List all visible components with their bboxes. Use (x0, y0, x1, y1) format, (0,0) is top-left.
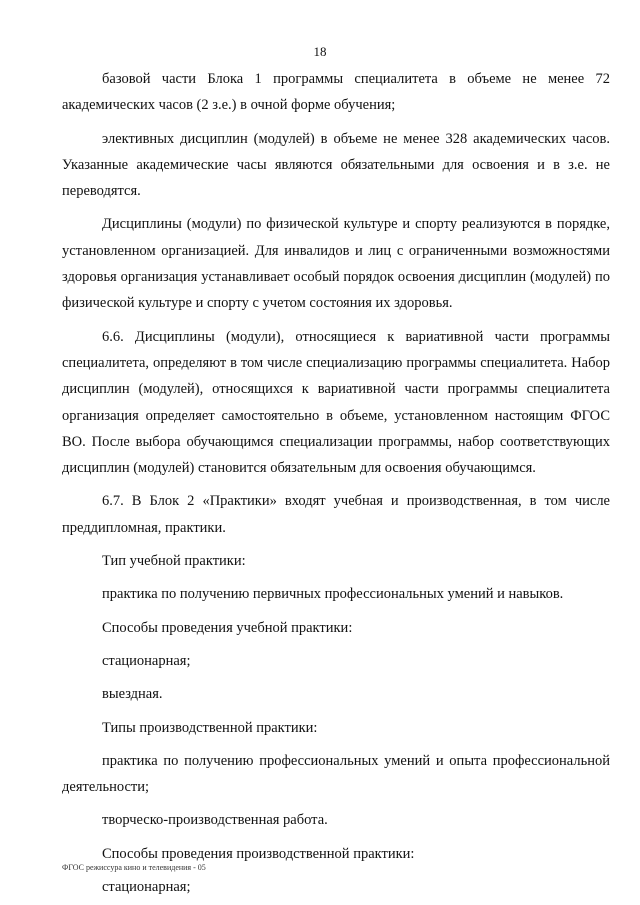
document-body (62, 66, 610, 900)
paragraph: стационарная; (102, 652, 191, 669)
paragraph: Тип учебной практики: (102, 553, 246, 570)
paragraph: базовой части Блока 1 программы специалитета в объеме не менее 72 академических часов (2 з.е.) в очной форме обучения; (62, 71, 610, 114)
paragraph: практика по получению профессиональных умений и опыта профессиональной деятельности; (62, 752, 610, 796)
paragraph: практика по получению первичных профессиональных умений и навыков. (102, 586, 564, 603)
page-number: 18 (313, 44, 327, 59)
paragraph: 6.7. В Блок 2 «Практики» входят учебная и производственная, в том числе преддипломная, практики. (62, 493, 610, 536)
paragraph: Дисциплины (модули) по физической культуре и спорту реализуются в порядке, установленном организацией. Для инвалидов и лиц с ограниченными возможностями здоровья организация устанавливает особый порядок освоения дисциплин (модулей) по физической культуре и спорту с учетом состояния их здоровья. (62, 216, 610, 312)
footer-note: ФГОС режиссура кино и телевидения - 05 (62, 863, 206, 872)
paragraph: 6.6. Дисциплины (модули), относящиеся к вариативной части программы специалитета, определяют в том числе специализацию программы специалитета. Набор дисциплин (модулей), относящихся к вариативной части программы специалитета организация определяет самостоятельно в объеме, установленном настоящим ФГОС ВО. После выбора обучающимся специализации программы, набор соответствующих дисциплин (модулей) становится обязательным для освоения обучающимся. (62, 328, 610, 477)
paragraph: Способы проведения производственной практики: (102, 845, 415, 862)
paragraph: Способы проведения учебной практики: (102, 619, 353, 636)
paragraph: творческо-производственная работа. (102, 812, 328, 829)
paragraph: Типы производственной практики: (102, 719, 318, 736)
paragraph: выездная. (102, 686, 163, 703)
paragraph: стационарная; (102, 879, 191, 896)
paragraph: элективных дисциплин (модулей) в объеме не менее 328 академических часов. Указанные академические часы являются обязательными для освоения и в з.е. не переводятся. (62, 130, 610, 200)
